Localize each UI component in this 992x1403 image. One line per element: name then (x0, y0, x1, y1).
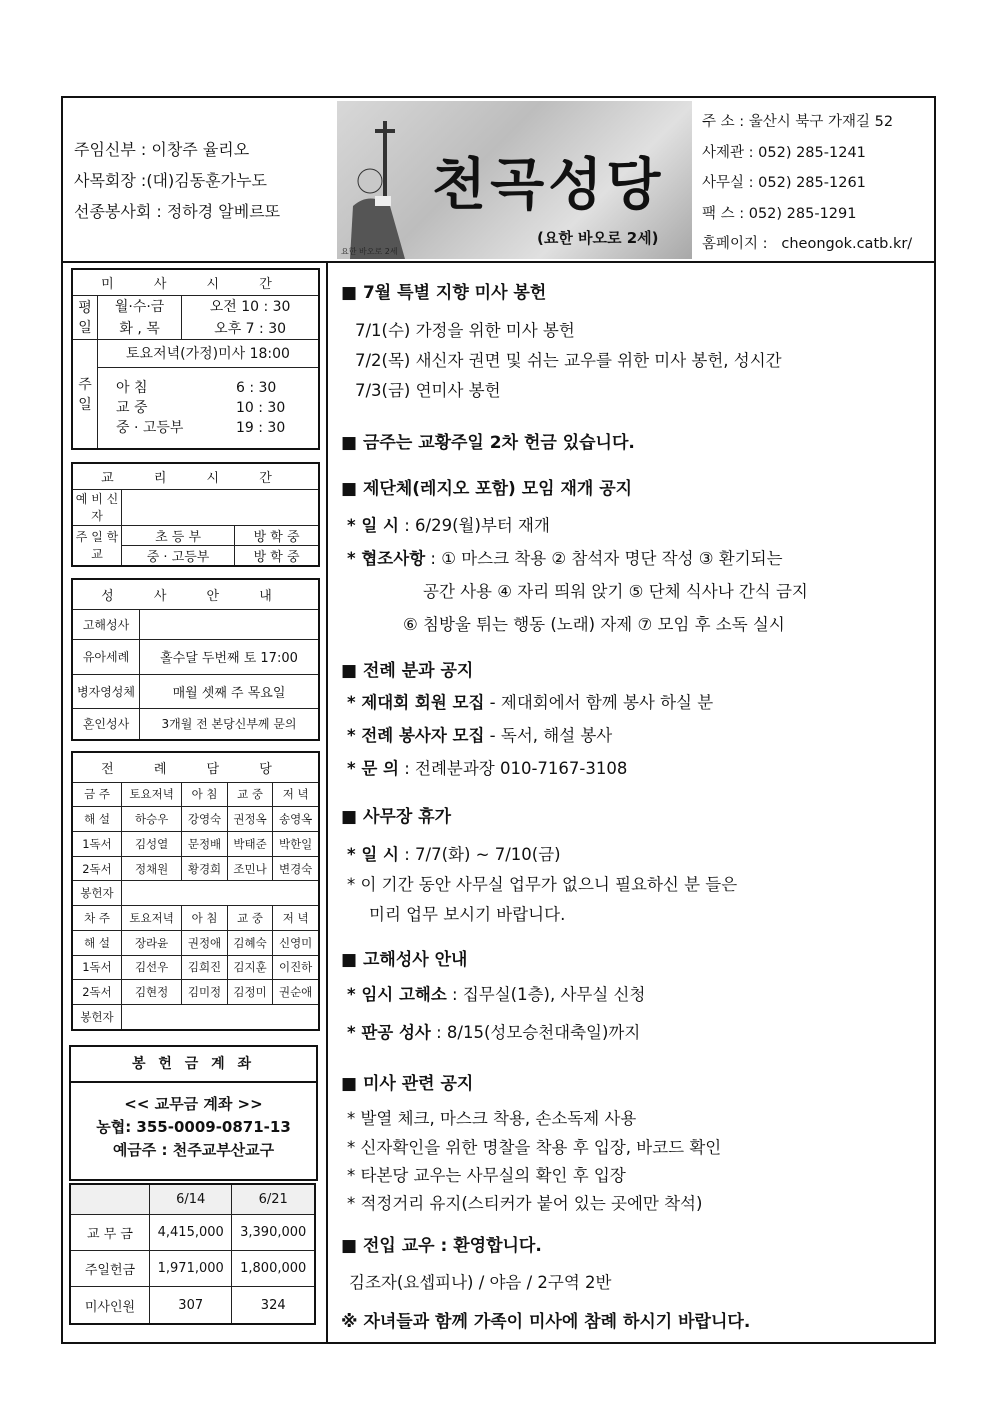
sunday-label: 주일 (72, 339, 98, 449)
confession-value (140, 609, 320, 640)
sick-communion-value: 매월 셋째 주 목요일 (140, 674, 320, 708)
account-title: 봉 헌 금 계 좌 (71, 1047, 316, 1083)
notice-papal-collection: ■ 금주는 교황주일 2차 헌금 있습니다. (341, 433, 635, 453)
notice-line: 김조자(요셉피나) / 야음 / 2구역 2반 (349, 1273, 612, 1292)
notice-liturgy-title: ■ 전례 분과 공지 (341, 661, 474, 681)
sunday-main: 교 중 10 : 30 (116, 399, 286, 416)
council-line: 사목회장 :(대)김동훈가누도 (74, 171, 267, 190)
weekday-days-2: 화 , 목 (98, 317, 182, 339)
closing-message: ※ 자녀들과 함께 가족이 미사에 참례 하시기 바랍니다. (341, 1312, 751, 1332)
notice-line: * 일 시 : 6/29(월)부터 재개 (347, 516, 550, 535)
homepage-link[interactable]: cheongok.catb.kr/ (781, 236, 913, 252)
notice-line: 미리 업무 보시기 바랍니다. (369, 905, 566, 924)
church-banner (337, 101, 692, 259)
table-row: 봉헌자 (72, 1004, 319, 1030)
notice-line: * 협조사항 : ① 마스크 착용 ② 참석자 명단 작성 ③ 환기되는 (347, 549, 783, 568)
funeral-line: 선종봉사회 : 정하경 알베르또 (74, 202, 281, 221)
infant-baptism-value: 홀수달 두번째 토 17:00 (140, 640, 320, 674)
offerings-header: 6/14 6/21 (70, 1184, 315, 1214)
office-phone: 사무실 : 052) 285-1261 (702, 175, 866, 191)
catechumen-value (122, 489, 320, 525)
account-number: 농협: 355-0009-0871-13 (96, 1118, 291, 1136)
notice-groups-title: ■ 제단체(레지오 포함) 모임 재개 공지 (341, 479, 633, 499)
mass-time-title: 미 사 시 간 (72, 269, 319, 295)
notice-line: * 판공 성사 : 8/15(성모승천대축일)까지 (347, 1023, 641, 1042)
table-row: 봉헌자 (72, 881, 319, 906)
contact-info (702, 107, 912, 260)
notice-line: * 타본당 교우는 사무실의 확인 후 입장 (347, 1166, 626, 1185)
table-row: 주일헌금 1,971,000 1,800,000 (70, 1250, 315, 1286)
notice-line: * 전례 봉사자 모집 - 독서, 해설 봉사 (347, 726, 613, 745)
table-row: 해 설 하승우 강영숙 권정옥 송영옥 (72, 807, 319, 832)
table-row: 1독서 김성열 문정배 박태준 박한일 (72, 831, 319, 856)
liturgy-next-week-header: 차 주 토요저녁 아 침 교 중 저 녁 (72, 906, 319, 931)
notice-line: ⑥ 침방울 튀는 행동 (노래) 자제 ⑦ 모임 후 소독 실시 (403, 615, 785, 634)
notice-newcomer-title: ■ 전입 교우 : 환영합니다. (341, 1236, 542, 1256)
offerings-table (69, 1183, 316, 1325)
homepage-line: 홈페이지 : cheongok.catb.kr/ (702, 236, 913, 252)
notice-line: 7/2(목) 새신자 권면 및 쉬는 교우를 위한 미사 봉헌, 성시간 (355, 351, 782, 370)
column-divider (326, 262, 328, 1344)
header-divider (61, 261, 936, 263)
sunday-morning: 아 침 6 : 30 (116, 379, 277, 396)
notice-line: * 일 시 : 7/7(화) ~ 7/10(금) (347, 845, 561, 864)
sunday-youth: 중 · 고등부 19 : 30 (116, 419, 286, 436)
table-row: 미사인원 307 324 (70, 1287, 315, 1324)
mass-time-table (71, 268, 320, 450)
catechism-table (71, 462, 320, 567)
pope-caption: 요한 바오로 2세 (341, 247, 398, 256)
notice-line: * 문 의 : 전례분과장 010-7167-3108 (347, 759, 628, 778)
notice-office-leave-title: ■ 사무장 휴가 (341, 807, 452, 827)
sacraments-table (71, 578, 320, 741)
church-title: 천곡성당 (432, 153, 665, 218)
catechism-title: 교 리 시 간 (72, 463, 319, 489)
table-row: 해 설 장라윤 권정애 김혜숙 신영미 (72, 930, 319, 955)
notice-line: * 제대회 회원 모집 - 제대회에서 함께 봉사 하실 분 (347, 693, 714, 712)
notice-line: 7/3(금) 연미사 봉헌 (355, 381, 501, 400)
notice-line: * 임시 고해소 : 집무실(1층), 사무실 신청 (347, 985, 646, 1004)
infant-baptism-label: 유아세례 (72, 640, 140, 674)
notice-july-mass-title: ■ 7월 특별 지향 미사 봉헌 (341, 283, 547, 303)
notice-line: * 적정거리 유지(스티커가 붙어 있는 곳에만 착석) (347, 1194, 703, 1213)
marriage-value: 3개월 전 본당신부께 문의 (140, 708, 320, 740)
elementary-label: 초 등 부 (122, 525, 235, 545)
notice-line: * 이 기간 동안 사무실 업무가 없으니 필요하신 분 들은 (347, 875, 738, 894)
fax-line: 팩 스 : 052) 285-1291 (702, 205, 857, 222)
table-row: 2독서 김현정 김미정 김정미 권순애 (72, 980, 319, 1005)
elementary-status: 방 학 중 (235, 525, 319, 545)
notice-line: * 신자확인을 위한 명찰을 착용 후 입장, 바코드 확인 (347, 1138, 722, 1157)
catechumen-label: 예 비 신 자 (72, 489, 122, 525)
notice-line: 공간 사용 ④ 자리 띄워 앉기 ⑤ 단체 식사나 간식 금지 (423, 582, 808, 601)
confession-label: 고해성사 (72, 609, 140, 640)
notice-confession-title: ■ 고해성사 안내 (341, 950, 468, 970)
church-subtitle: (요한 바오로 2세) (537, 229, 659, 247)
table-row: 2독서 정채원 황경희 조민나 변경숙 (72, 856, 319, 881)
rectory-phone: 사제관 : 052) 285-1241 (702, 144, 866, 161)
notice-line: * 발열 체크, 마스크 착용, 손소독제 사용 (347, 1109, 637, 1128)
middle-high-label: 중 · 고등부 (122, 545, 235, 566)
notice-mass-rules-title: ■ 미사 관련 공지 (341, 1074, 474, 1094)
sacraments-title: 성 사 안 내 (72, 579, 319, 609)
account-box (69, 1045, 318, 1181)
sunday-school-label: 주 일 학 교 (72, 525, 122, 566)
liturgy-this-week-header: 금 주 토요저녁 아 침 교 중 저 녁 (72, 782, 319, 807)
weekday-days-1: 월·수·금 (98, 295, 182, 317)
table-row: 1독서 김선우 김희진 김지훈 이진하 (72, 955, 319, 980)
weekday-time-2: 오후 7 : 30 (182, 317, 319, 339)
saturday-eve-mass: 토요저녁(가정)미사 18:00 (98, 339, 320, 367)
marriage-label: 혼인성사 (72, 708, 140, 740)
weekday-label: 평일 (72, 295, 98, 339)
liturgy-title: 전 례 담 당 (72, 752, 319, 782)
address-line: 주 소 : 울산시 북구 가재길 52 (702, 114, 894, 130)
middle-high-status: 방 학 중 (235, 545, 319, 566)
account-subtitle: << 교무금 계좌 >> (124, 1095, 263, 1113)
account-holder: 예금주 : 천주교부산교구 (112, 1141, 275, 1159)
pastor-line: 주임신부 : 이창주 율리오 (74, 140, 250, 159)
liturgy-table (71, 751, 320, 1031)
sick-communion-label: 병자영성체 (72, 674, 140, 708)
notice-line: 7/1(수) 가정을 위한 미사 봉헌 (355, 321, 575, 340)
clergy-info (74, 134, 280, 227)
weekday-time-1: 오전 10 : 30 (182, 295, 319, 317)
table-row: 교 무 금 4,415,000 3,390,000 (70, 1214, 315, 1250)
pope-illustration (345, 121, 415, 259)
